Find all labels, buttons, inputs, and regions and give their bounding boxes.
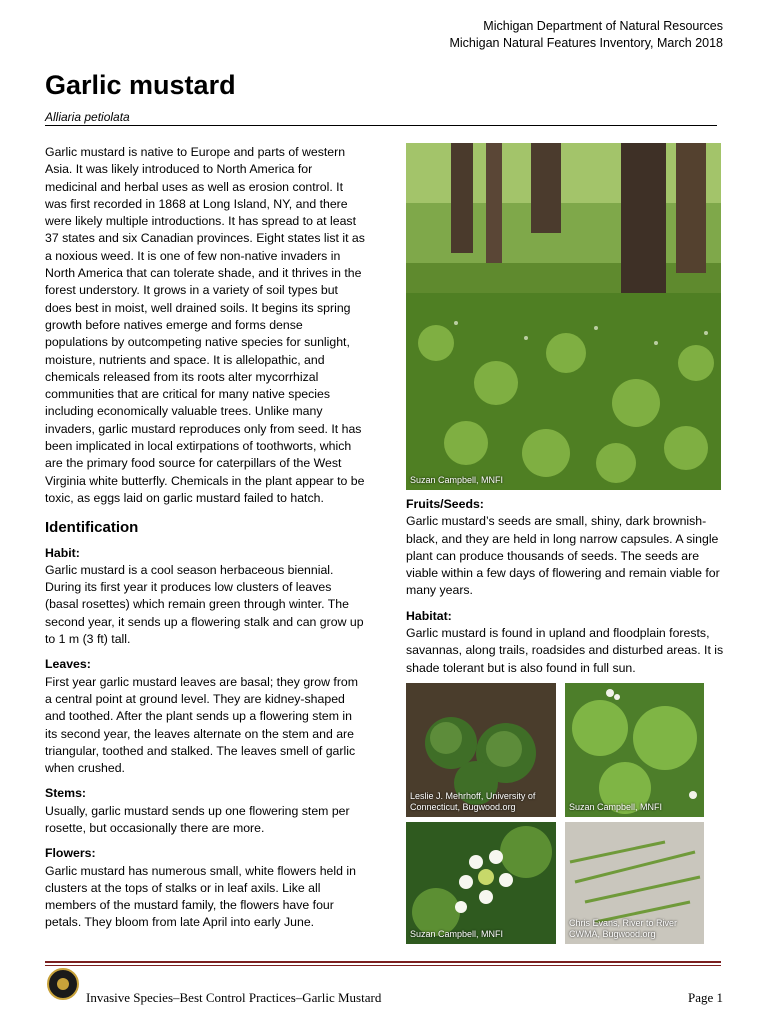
header-agency: Michigan Department of Natural Resources <box>483 19 723 33</box>
stems-heading: Stems: <box>45 786 87 801</box>
scientific-name: Alliaria petiolata <box>45 110 130 124</box>
dnr-seal-logo <box>47 968 79 1000</box>
header-inventory-date: Michigan Natural Features Inventory, March 2018 <box>449 36 723 50</box>
stems-text: Usually, garlic mustard sends up one flowering stem per rosette, but occasionally there are more. <box>45 803 350 835</box>
right-column <box>406 496 731 677</box>
seedpods-photo-credit: Chris Evans, River to River CWMA, Bugwood.org <box>569 918 678 939</box>
footer-rule-thin <box>45 965 721 966</box>
flowers-photo <box>406 822 556 944</box>
footer-series-title: Invasive Species–Best Control Practices–Garlic Mustard <box>86 990 382 1005</box>
page-title: Garlic mustard <box>45 70 236 100</box>
title-divider <box>45 125 717 126</box>
seedpods-photo <box>565 822 704 944</box>
fruits-heading: Fruits/Seeds: <box>406 497 484 511</box>
footer-rule <box>45 961 721 963</box>
habitat-heading: Habitat: <box>406 608 452 623</box>
identification-heading: Identification <box>45 519 139 537</box>
intro-paragraph: Garlic mustard is native to Europe and parts of western Asia. It was likely introduced to North America for medicinal and herbal uses as well as erosion control. It was first recorded in 1868 at Long Island, NY, and there were likely multiple introductions. It has spread to at least 37 states and six Canadian provinces. Eight states list it as a noxious weed. It is one of few non-native invaders in North America that can tolerate shade, and it thrives in the forest understory. It grows in a variety of soil types but does best in moist, well drained soils. It begins its spring growth before natives emerge and forms dense populations by outcompeting native species for sunlight, moisture, nutrients and space. It is allelopathic, and chemicals released from its roots alter mycorrhizal communities that are critical for many native species including economically valuable trees. Unlike many invaders, garlic mustard reproduces only from seed. It has been implicated in local extirpations of toothworts, which are the primary food source for caterpillars of the West Virginia white butterfly. Chemicals in the plant appear to be toxic, as eggs laid on garlic mustard failed to hatch. <box>45 145 365 505</box>
leaves-photo <box>565 683 704 817</box>
rosette-photo-credit: Leslie J. Mehrhoff, University of Connecticut, Bugwood.org <box>410 791 536 812</box>
header <box>449 18 723 52</box>
left-column <box>45 144 365 932</box>
leaves-text: First year garlic mustard leaves are basal; they grow from a central point at ground level. They are kidney-shaped and toothed. After the plant sends up a flowering stem in its second year, the leaves alternate on the stem and are triangular, toothed and stalked. The leaves smell of garlic when crushed. <box>45 674 359 776</box>
rosette-photo <box>406 683 556 817</box>
flowers-text: Garlic mustard has numerous small, white flowers held in clusters at the tops of stalks or in leaf axils. Like all members of the mustard family, the flowers have four petals. They bloom from late April into early June. <box>45 863 356 930</box>
forest-photo <box>406 143 721 490</box>
fruits-text: Garlic mustard’s seeds are small, shiny, dark brownish-black, and they are held in long narrow capsules. A single plant can produce thousands of seeds. The seeds are viable within a few days of flowering and remain viable for many years. <box>406 514 720 598</box>
forest-photo-credit: Suzan Campbell, MNFI <box>410 475 504 485</box>
habit-text: Garlic mustard is a cool season herbaceous biennial. During its first year it produces low clusters of leaves (basal rosettes) which remain green through winter. The second year, it sends up a flowering stalk and can grow up to 1 m (3 ft) tall. <box>45 562 364 647</box>
page-number: Page 1 <box>687 990 723 1005</box>
leaves-photo-credit: Suzan Campbell, MNFI <box>569 802 663 812</box>
flowers-heading: Flowers: <box>45 846 96 861</box>
habitat-text: Garlic mustard is found in upland and floodplain forests, savannas, along trails, roadsides and disturbed areas. It is shade tolerant but is also found in full sun. <box>406 626 724 675</box>
leaves-heading: Leaves: <box>45 657 91 672</box>
flowers-photo-credit: Suzan Campbell, MNFI <box>410 929 504 939</box>
habit-heading: Habit: <box>45 545 80 560</box>
